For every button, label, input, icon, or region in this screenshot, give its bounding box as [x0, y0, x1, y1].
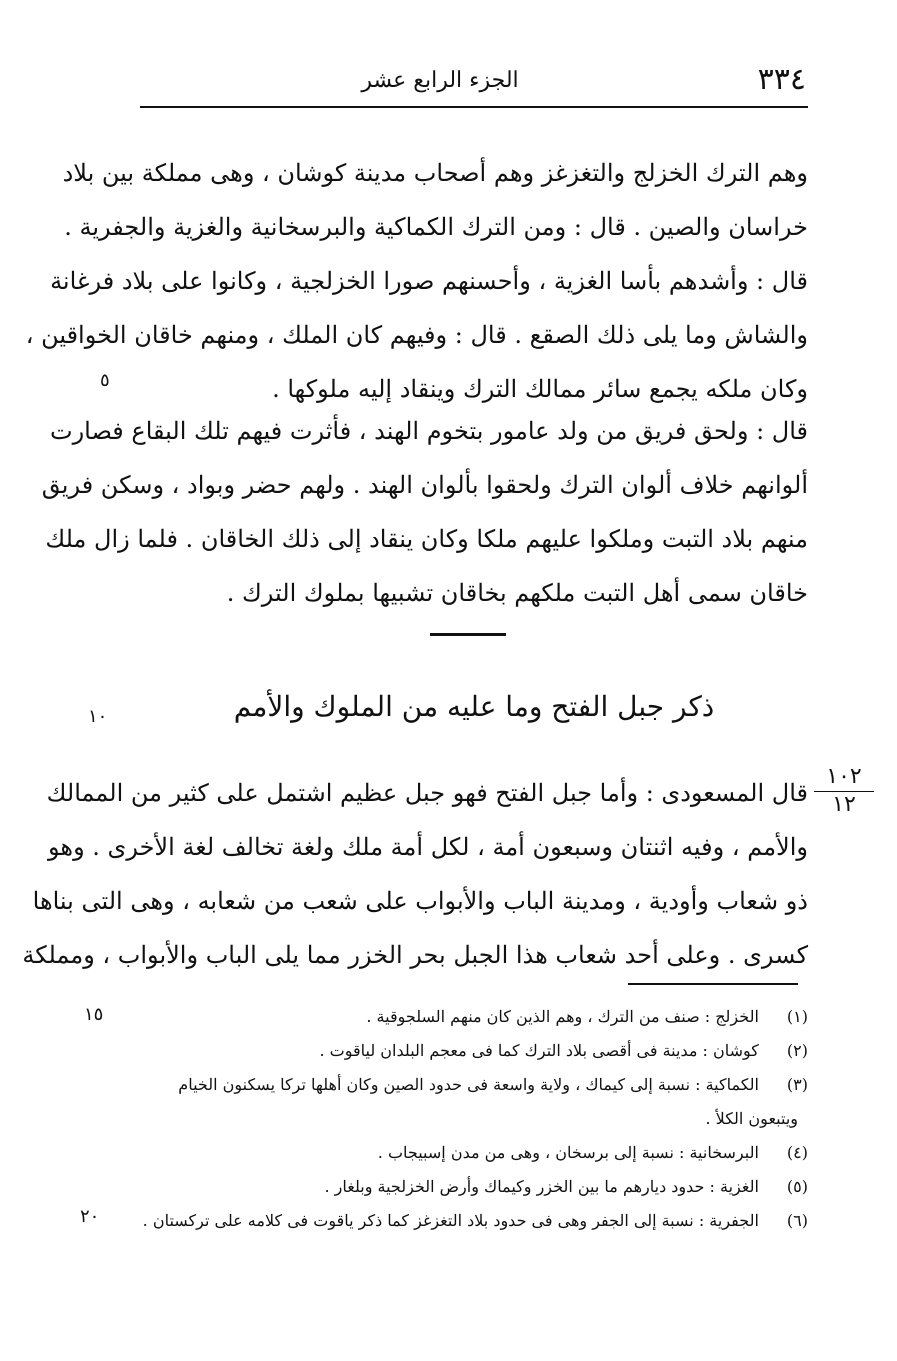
- section-separator: [430, 633, 506, 636]
- footnote-number: (٦): [786, 1211, 808, 1230]
- footnote-number: (٢): [786, 1041, 808, 1060]
- text-line: ألوانهم خلاف ألوان الترك ولحقوا بألوان الهند . ولهم حضر وبواد ، وسكن فريق: [41, 471, 808, 499]
- text-line: قال : وأشدهم بأسا الغزية ، وأحسنهم صورا الخزلجية ، وكانوا على بلاد فرغانة: [50, 267, 808, 295]
- text-line: منهم بلاد التبت وملكوا عليهم ملكا وكان ينقاد إلى ذلك الخاقان . فلما زال ملك: [45, 525, 808, 553]
- paragraph-tibet: [41, 404, 808, 620]
- text-line: كسرى . وعلى أحد شعاب هذا الجبل بحر الخزر مما يلى الباب والأبواب ، ومملكة: [22, 941, 808, 969]
- line-number-margin: ٢٠: [80, 1206, 100, 1227]
- header-rule: [140, 106, 808, 108]
- footnote-number: (٤): [786, 1143, 808, 1162]
- line-number-margin: ١٠: [88, 706, 108, 727]
- footnote: [140, 1000, 808, 1034]
- footnote-rule: [628, 983, 798, 985]
- section-heading: ذكر جبل الفتح وما عليه من الملوك والأمم: [233, 690, 715, 723]
- footnote-text: الخزلج : صنف من الترك ، وهم الذين كان منهم السلجوقية .: [366, 1007, 759, 1026]
- footnote-number: (١): [786, 1007, 808, 1026]
- footnote-text: كوشان : مدينة فى أقصى بلاد الترك كما فى معجم البلدان لياقوت .: [319, 1041, 759, 1060]
- text-line: خراسان والصين . قال : ومن الترك الكماكية والبرسخانية والغزية والجفرية .: [64, 213, 808, 241]
- text-line: قال المسعودى : وأما جبل الفتح فهو جبل عظيم اشتمل على كثير من الممالك: [46, 779, 808, 807]
- footnote: [140, 1068, 808, 1102]
- paragraph-turks: [25, 146, 808, 416]
- footnote: [140, 1170, 808, 1204]
- text-line: خاقان سمى أهل التبت ملكهم بخاقان تشبيها بملوك الترك .: [226, 579, 808, 607]
- footnote: [140, 1034, 808, 1068]
- text-line: قال : ولحق فريق من ولد عامور بتخوم الهند ، فأثرت فيهم تلك البقاع فصارت: [49, 417, 808, 445]
- text-line: وكان ملكه يجمع سائر ممالك الترك وينقاد إليه ملوكها .: [272, 375, 808, 403]
- paragraph-mountain: [22, 766, 808, 982]
- footnote-text: الغزية : حدود ديارهم ما بين الخزر وكيماك وأرض الخزلجية وبلغار .: [324, 1177, 759, 1196]
- text-line: والشاش وما يلى ذلك الصقع . قال : وفيهم كان الملك ، ومنهم خاقان الخواقين ،: [25, 321, 808, 349]
- footnote-text: الكماكية : نسبة إلى كيماك ، ولاية واسعة فى حدود الصين وكان أهلها تركا يسكنون الخيام: [178, 1075, 759, 1094]
- marker-top: ١٠٢: [814, 764, 874, 792]
- footnote-continuation: [140, 1102, 808, 1136]
- line-number-margin: ١٥: [84, 1004, 104, 1025]
- page-header: [140, 62, 806, 106]
- text-line: وهم الترك الخزلج والتغزغز وهم أصحاب مدينة كوشان ، وهى مملكة بين بلاد: [62, 159, 808, 187]
- footnote: [140, 1204, 808, 1238]
- running-title: الجزء الرابع عشر: [361, 68, 519, 93]
- text-line: ذو شعاب وأودية ، ومدينة الباب والأبواب على شعب من شعابه ، وهى التى بناها: [32, 887, 808, 915]
- footnote-number: (٣): [786, 1075, 808, 1094]
- footnote-text: ويتبعون الكلأ .: [705, 1109, 798, 1128]
- edition-page-marker: [814, 764, 874, 817]
- footnote: [140, 1136, 808, 1170]
- footnotes: [140, 1000, 808, 1238]
- footnote-number: (٥): [786, 1177, 808, 1196]
- footnote-text: البرسخانية : نسبة إلى برسخان ، وهى من مدن إسبيجاب .: [377, 1143, 759, 1162]
- page-number: ٣٣٤: [757, 62, 806, 97]
- footnote-text: الجفرية : نسبة إلى الجفر وهى فى حدود بلاد التغزغز كما ذكر ياقوت فى كلامه على تركستان .: [142, 1211, 759, 1230]
- text-line: والأمم ، وفيه اثنتان وسبعون أمة ، لكل أمة ملك ولغة تخالف لغة الأخرى . وهو: [48, 833, 808, 861]
- line-number-margin: ٥: [100, 370, 110, 391]
- marker-bottom: ١٢: [832, 792, 856, 817]
